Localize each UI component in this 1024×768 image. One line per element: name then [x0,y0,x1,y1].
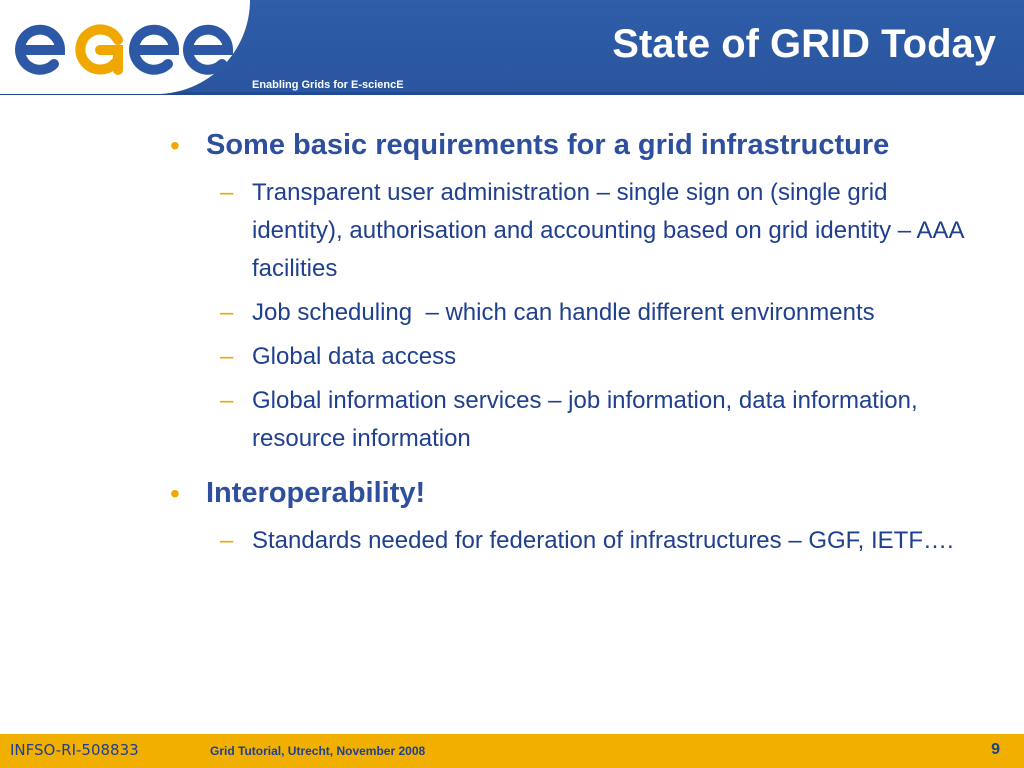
footer-band [0,734,1024,768]
sub-bullet-item [160,174,980,288]
sub-bullet-text: Global data access [252,343,457,370]
sub-bullet-text: Global information services – job information, data information, resource information [252,387,918,452]
sub-bullet-dash: – [220,387,234,414]
footer-project-id: INFSO-RI-508833 [10,741,139,759]
bullet-text: Interoperability! [206,477,426,509]
sub-bullet-item [160,294,980,332]
bullet-item [160,472,980,514]
tagline: Enabling Grids for E-sciencE [252,79,404,91]
sub-bullet-text: Transparent user administration – single sign on (single grid identity), authorisation and accounting based on grid identity – AAA facilities [252,179,964,282]
page-number: 9 [991,741,1000,758]
bullet-content [160,124,980,574]
egee-logo [14,16,236,80]
bullet-dot: • [170,478,180,509]
bullet-dot: • [170,130,180,161]
sub-bullet-dash: – [220,527,234,554]
bullet-item [160,124,980,166]
sub-bullet-dash: – [220,299,234,326]
sub-bullet-item [160,522,980,560]
sub-bullet-list [160,174,980,458]
sub-bullet-dash: – [220,179,234,206]
sub-bullet-text: Job scheduling – which can handle different environments [252,299,875,326]
bullet-text: Some basic requirements for a grid infrastructure [206,129,890,161]
sub-bullet-list [160,522,980,560]
slide-title: State of GRID Today [612,22,996,66]
sub-bullet-text: Standards needed for federation of infrastructures – GGF, IETF…. [252,527,954,554]
sub-bullet-dash: – [220,343,234,370]
sub-bullet-item [160,338,980,376]
footer-event: Grid Tutorial, Utrecht, November 2008 [210,744,426,758]
sub-bullet-item [160,382,980,458]
